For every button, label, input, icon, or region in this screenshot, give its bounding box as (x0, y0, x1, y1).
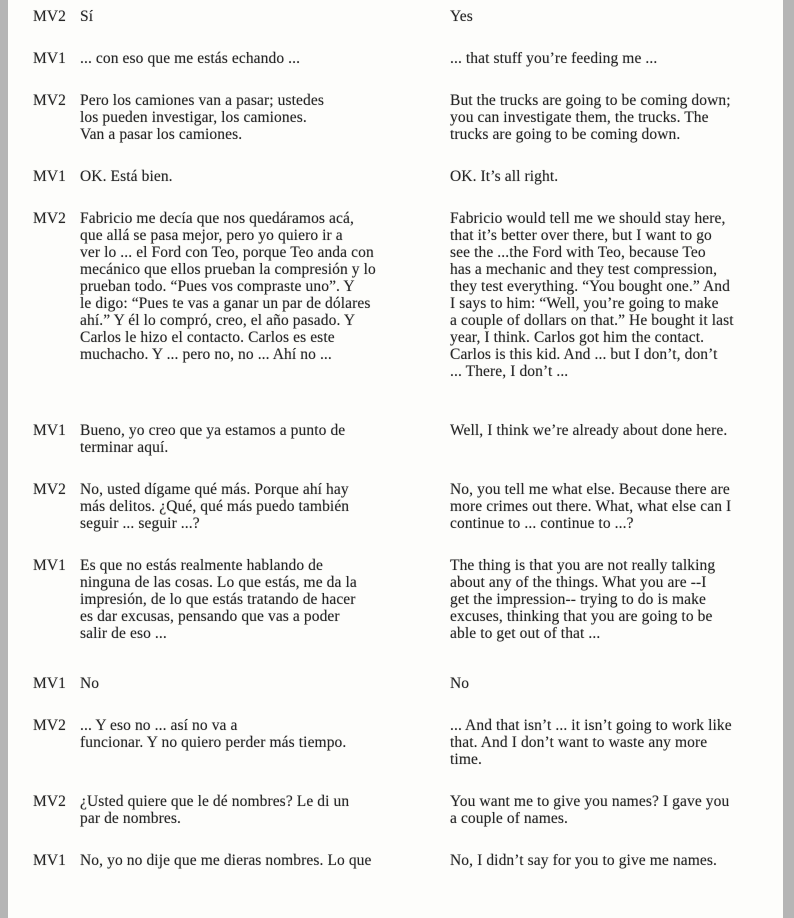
transcript-row (33, 50, 783, 67)
english-text: But the trucks are going to be coming down; you can investigate them, the trucks. The trucks are going to be coming down. (450, 92, 731, 143)
english-text: The thing is that you are not really talking about any of the things. What you are --I get the impression-- trying to do is make excuses, thinking that you are going to be able to get out of that ... (450, 557, 716, 642)
speaker-label: MV2 (33, 210, 67, 227)
speaker-label: MV2 (33, 717, 67, 734)
spanish-text: Es que no estás realmente hablando de ninguna de las cosas. Lo que estás, me da la impresión, de lo que estás tratando de hacer es dar excusas, pensando que vas a poder salir de eso ... (80, 557, 357, 642)
speaker-label: MV1 (33, 852, 67, 869)
transcript-row (33, 210, 783, 380)
transcript-row (33, 793, 783, 827)
spanish-text: No, yo no dije que me dieras nombres. Lo que (80, 852, 372, 869)
transcript-row (33, 481, 783, 532)
speaker-label: MV1 (33, 675, 67, 692)
spanish-text: ... Y eso no ... así no va a funcionar. Y no quiero perder más tiempo. (80, 717, 347, 751)
speaker-label: MV2 (33, 8, 67, 25)
bilingual-transcript (33, 8, 783, 869)
speaker-label: MV2 (33, 481, 67, 498)
spanish-text: Pero los camiones van a pasar; ustedes los pueden investigar, los camiones. Van a pasar los camiones. (80, 92, 324, 143)
transcript-row (33, 675, 783, 692)
english-text: Yes (450, 8, 473, 25)
transcript-row (33, 92, 783, 143)
english-text: No, I didn’t say for you to give me names. (450, 852, 717, 869)
spanish-text: No, usted dígame qué más. Porque ahí hay más delitos. ¿Qué, qué más puedo también seguir ... seguir ...? (80, 481, 350, 532)
english-text: No, you tell me what else. Because there are more crimes out there. What, what else can I continue to ... continue to ...? (450, 481, 732, 532)
spanish-text: No (80, 675, 100, 692)
transcript-row (33, 168, 783, 185)
speaker-label: MV1 (33, 557, 67, 574)
spanish-text: Fabricio me decía que nos quedáramos acá, que allá se pasa mejor, pero yo quiero ir a ver lo ... el Ford con Teo, porque Teo anda con mecánico que ellos prueban la compresión y lo prueban todo. “Pues vos compraste uno”. Y le digo: “Pues te vas a ganar un par de dólares ahí.” Y él lo compró, creo, el año pasado. Y Carlos le hizo el contacto. Carlos es este muchacho. Y ... pero no, no ... Ahí no ... (80, 210, 376, 363)
speaker-label: MV1 (33, 422, 67, 439)
transcript-row (33, 717, 783, 768)
speaker-label: MV2 (33, 793, 67, 810)
english-text: Well, I think we’re already about done here. (450, 422, 728, 439)
document-page (8, 0, 783, 918)
speaker-label: MV1 (33, 168, 67, 185)
speaker-label: MV1 (33, 50, 67, 67)
spanish-text: Sí (80, 8, 94, 25)
spanish-text: OK. Está bien. (80, 168, 173, 185)
english-text: No (450, 675, 470, 692)
transcript-row (33, 8, 783, 25)
transcript-row (33, 557, 783, 642)
speaker-label: MV2 (33, 92, 67, 109)
spanish-text: ... con eso que me estás echando ... (80, 50, 301, 67)
english-text: OK. It’s all right. (450, 168, 559, 185)
spanish-text: Bueno, yo creo que ya estamos a punto de terminar aquí. (80, 422, 346, 456)
transcript-row (33, 422, 783, 456)
spanish-text: ¿Usted quiere que le dé nombres? Le di un par de nombres. (80, 793, 350, 827)
english-text: ... And that isn’t ... it isn’t going to work like that. And I don’t want to waste any more time. (450, 717, 732, 768)
english-text: You want me to give you names? I gave you a couple of names. (450, 793, 730, 827)
english-text: Fabricio would tell me we should stay here, that it’s better over there, but I want to go see the ...the Ford with Teo, because Teo has a mechanic and they test compression, they test everything. “You bought one.” And I says to him: “Well, you’re going to make a couple of dollars on that.” He bought it last year, I think. Carlos got him the contact. Carlos is this kid. And ... but I don’t, don’t ... There, I don’t ... (450, 210, 734, 380)
transcript-row (33, 852, 783, 869)
english-text: ... that stuff you’re feeding me ... (450, 50, 658, 67)
